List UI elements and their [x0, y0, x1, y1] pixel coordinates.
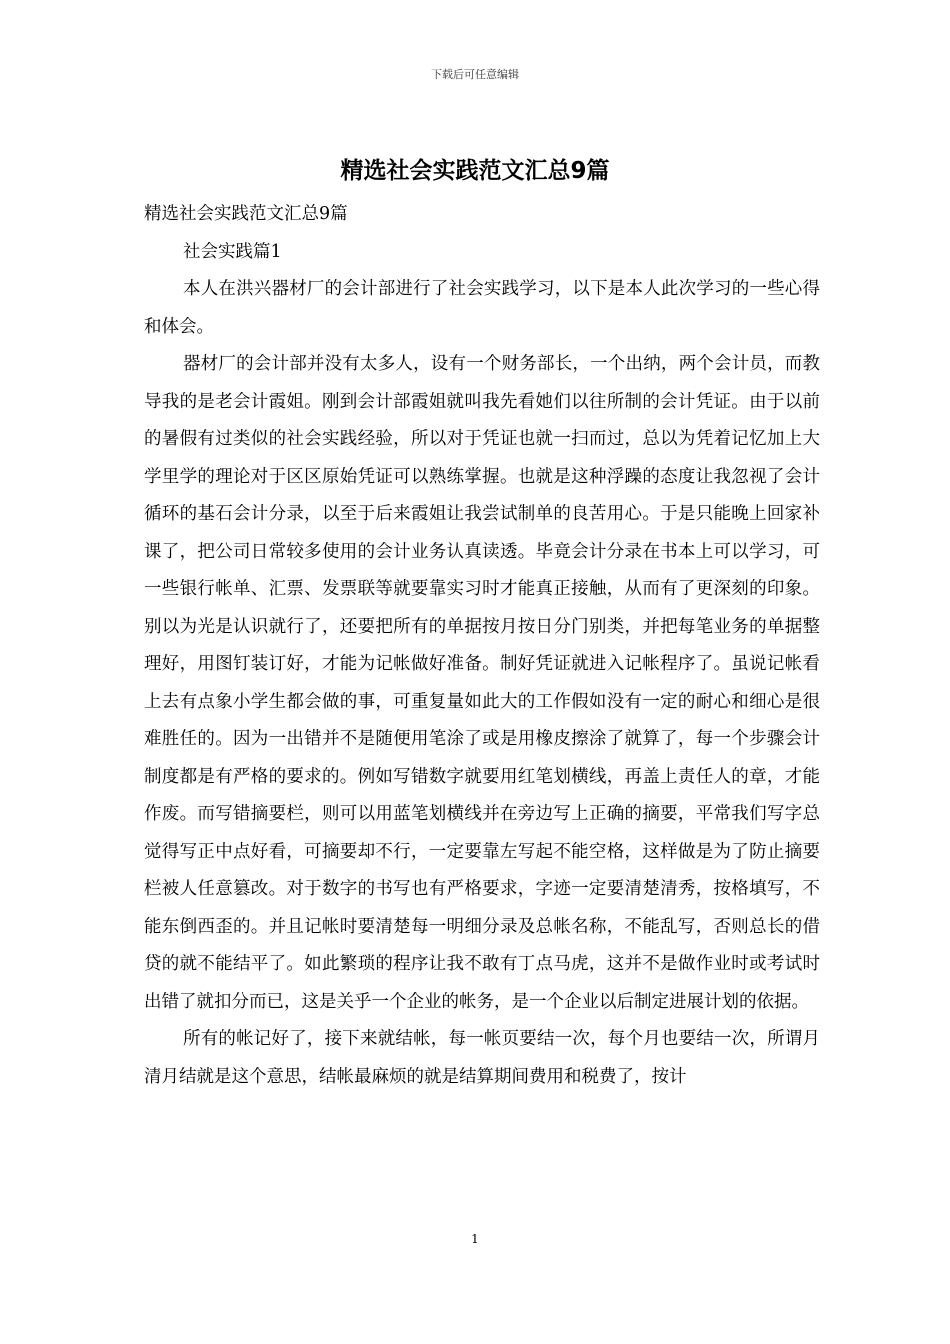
document-title: 精选社会实践范文汇总9篇 [340, 158, 610, 184]
paragraph: 器材厂的会计部并没有太多人，设有一个财务部长，一个出纳，两个会计员，而教导我的是老会计霞姐。刚到会计部霞姐就叫我先看她们以往所制的会计凭证。由于以前的暑假有过类似的社会实践经验，所以对于凭证也就一扫而过，总以为凭着记忆加上大学里学的理论对于区区原始凭证可以熟练掌握。也就是这种浮躁的态度让我忽视了会计循环的基石会计分录，以至于后来霞姐让我尝试制单的良苦用心。于是只能晚上回家补课了，把公司日常较多使用的会计业务认真读透。毕竟会计分录在书本上可以学习，可一些银行帐单、汇票、发票联等就要靠实习时才能真正接触，从而有了更深刻的印象。别以为光是认识就行了，还要把所有的单据按月按日分门别类，并把每笔业务的单据整理好，用图钉装订好，才能为记帐做好准备。制好凭证就进入记帐程序了。虽说记帐看上去有点象小学生都会做的事，可重复量如此大的工作假如没有一定的耐心和细心是很难胜任的。因为一出错并不是随便用笔涂了或是用橡皮擦涂了就算了，每一个步骤会计制度都是有严格的要求的。例如写错数字就要用红笔划横线，再盖上责任人的章，才能作废。而写错摘要栏，则可以用蓝笔划横线并在旁边写上正确的摘要，平常我们写字总觉得写正中点好看，可摘要却不行，一定要靠左写起不能空格，这样做是为了防止摘要栏被人任意篡改。对于数字的书写也有严格要求，字迹一定要清楚清秀，按格填写，不能东倒西歪的。并且记帐时要清楚每一明细分录及总帐名称，不能乱写，否则总长的借贷的就不能结平了。如此繁琐的程序让我不敢有丁点马虎，这并不是做作业时或考试时出错了就扣分而已，这是关乎一个企业的帐务，是一个企业以后制定进展计划的依据。 [144, 354, 820, 1012]
document-body [144, 196, 820, 1096]
section-heading: 社会实践篇1 [183, 241, 282, 262]
paragraph: 本人在洪兴器材厂的会计部进行了社会实践学习，以下是本人此次学习的一些心得和体会。 [144, 279, 820, 337]
header-note: 下载后可任意编辑 [431, 68, 519, 81]
page-number: 1 [471, 1232, 479, 1246]
subtitle-line: 精选社会实践范文汇总9篇 [144, 204, 348, 224]
paragraph: 所有的帐记好了，接下来就结帐，每一帐页要结一次，每个月也要结一次，所谓月清月结就是这个意思，结帐最麻烦的就是结算期间费用和税费了，按计 [144, 1029, 820, 1087]
